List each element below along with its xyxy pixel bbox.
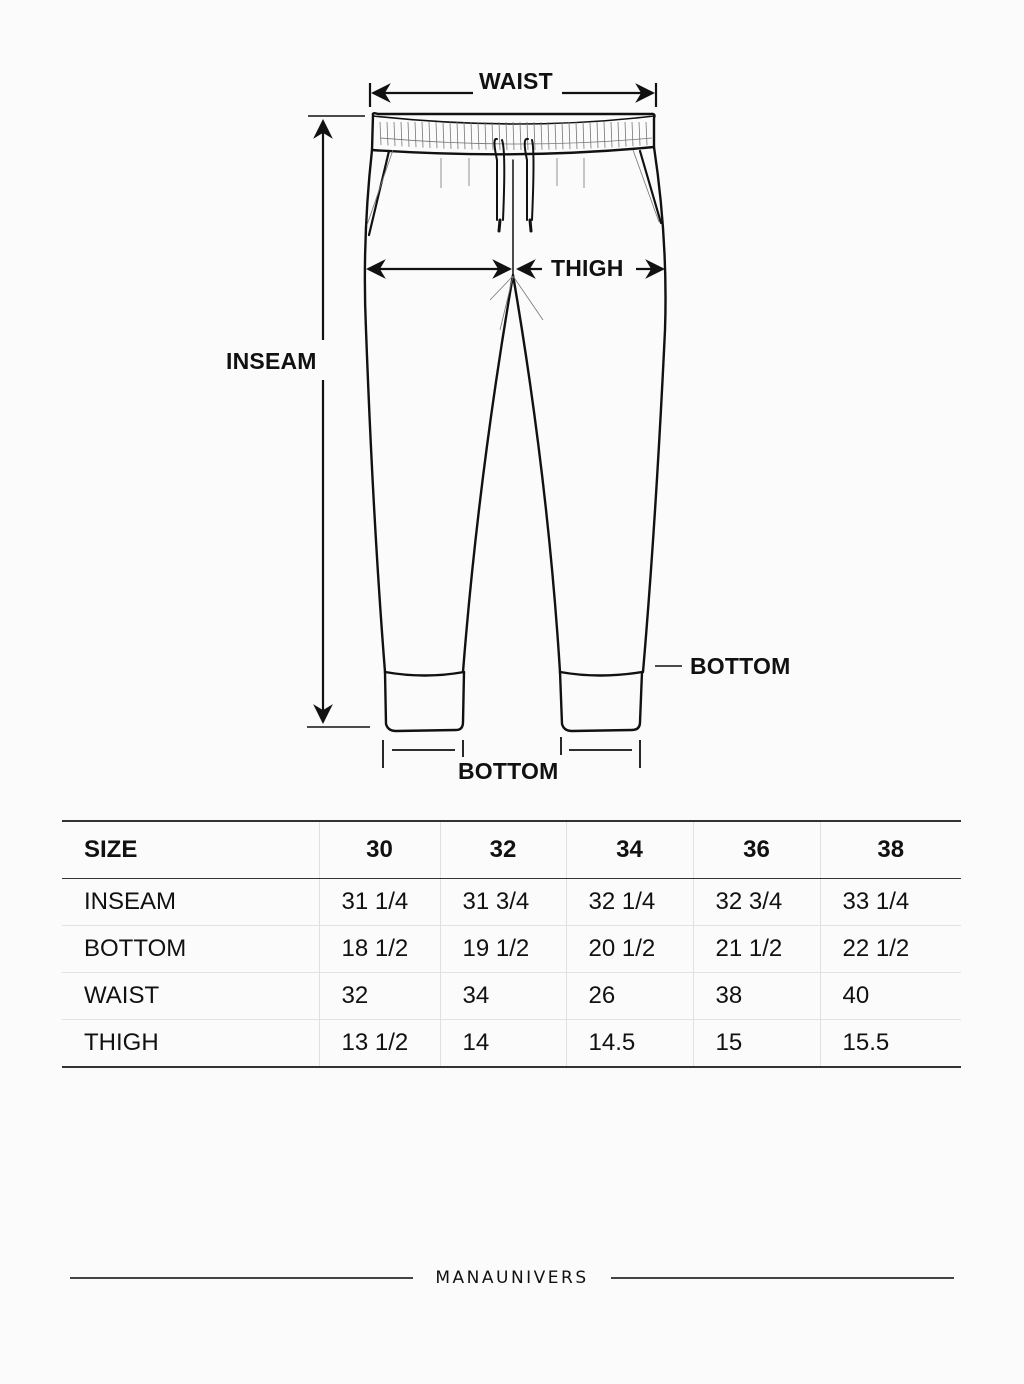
thigh-label: THIGH [551, 255, 624, 281]
table-cell: 32 [319, 973, 440, 1020]
table-cell: 32 1/4 [566, 879, 693, 926]
size-chart-table [62, 820, 961, 1068]
table-cell: 40 [820, 973, 961, 1020]
table-cell: 14 [440, 1020, 566, 1068]
header-size-36: 36 [693, 821, 820, 879]
table-cell: 15.5 [820, 1020, 961, 1068]
table-cell: 20 1/2 [566, 926, 693, 973]
row-label: INSEAM [62, 879, 319, 926]
brand-name: MANAUNIVERS [435, 1268, 589, 1288]
header-size-38: 38 [820, 821, 961, 879]
table-cell: 19 1/2 [440, 926, 566, 973]
table-row-waist [62, 973, 961, 1020]
row-label: WAIST [62, 973, 319, 1020]
header-size-32: 32 [440, 821, 566, 879]
table-cell: 34 [440, 973, 566, 1020]
table-cell: 33 1/4 [820, 879, 961, 926]
table-cell: 21 1/2 [693, 926, 820, 973]
table-row-inseam [62, 879, 961, 926]
table-cell: 38 [693, 973, 820, 1020]
header-size-34: 34 [566, 821, 693, 879]
row-label: BOTTOM [62, 926, 319, 973]
table-cell: 26 [566, 973, 693, 1020]
footer-divider-left [70, 1277, 413, 1279]
table-header-row [62, 821, 961, 879]
table-cell: 31 3/4 [440, 879, 566, 926]
bottom-under-label: BOTTOM [458, 758, 559, 784]
table-row-thigh [62, 1020, 961, 1068]
table-cell: 13 1/2 [319, 1020, 440, 1068]
header-size: SIZE [62, 821, 319, 879]
header-size-30: 30 [319, 821, 440, 879]
pants-outline-icon [365, 113, 666, 731]
table-cell: 22 1/2 [820, 926, 961, 973]
table-cell: 31 1/4 [319, 879, 440, 926]
row-label: THIGH [84, 1029, 159, 1056]
footer-divider-right [611, 1277, 954, 1279]
table-cell: 32 3/4 [693, 879, 820, 926]
table-cell: 18 1/2 [319, 926, 440, 973]
waist-label: WAIST [479, 68, 553, 94]
table-row-bottom [62, 926, 961, 973]
footer [70, 1266, 954, 1290]
table-cell: 15 [693, 1020, 820, 1068]
bottom-side-label: BOTTOM [690, 653, 791, 679]
table-cell: 14.5 [566, 1020, 693, 1068]
inseam-label: INSEAM [226, 348, 317, 374]
inseam-arrow-icon [307, 116, 370, 727]
